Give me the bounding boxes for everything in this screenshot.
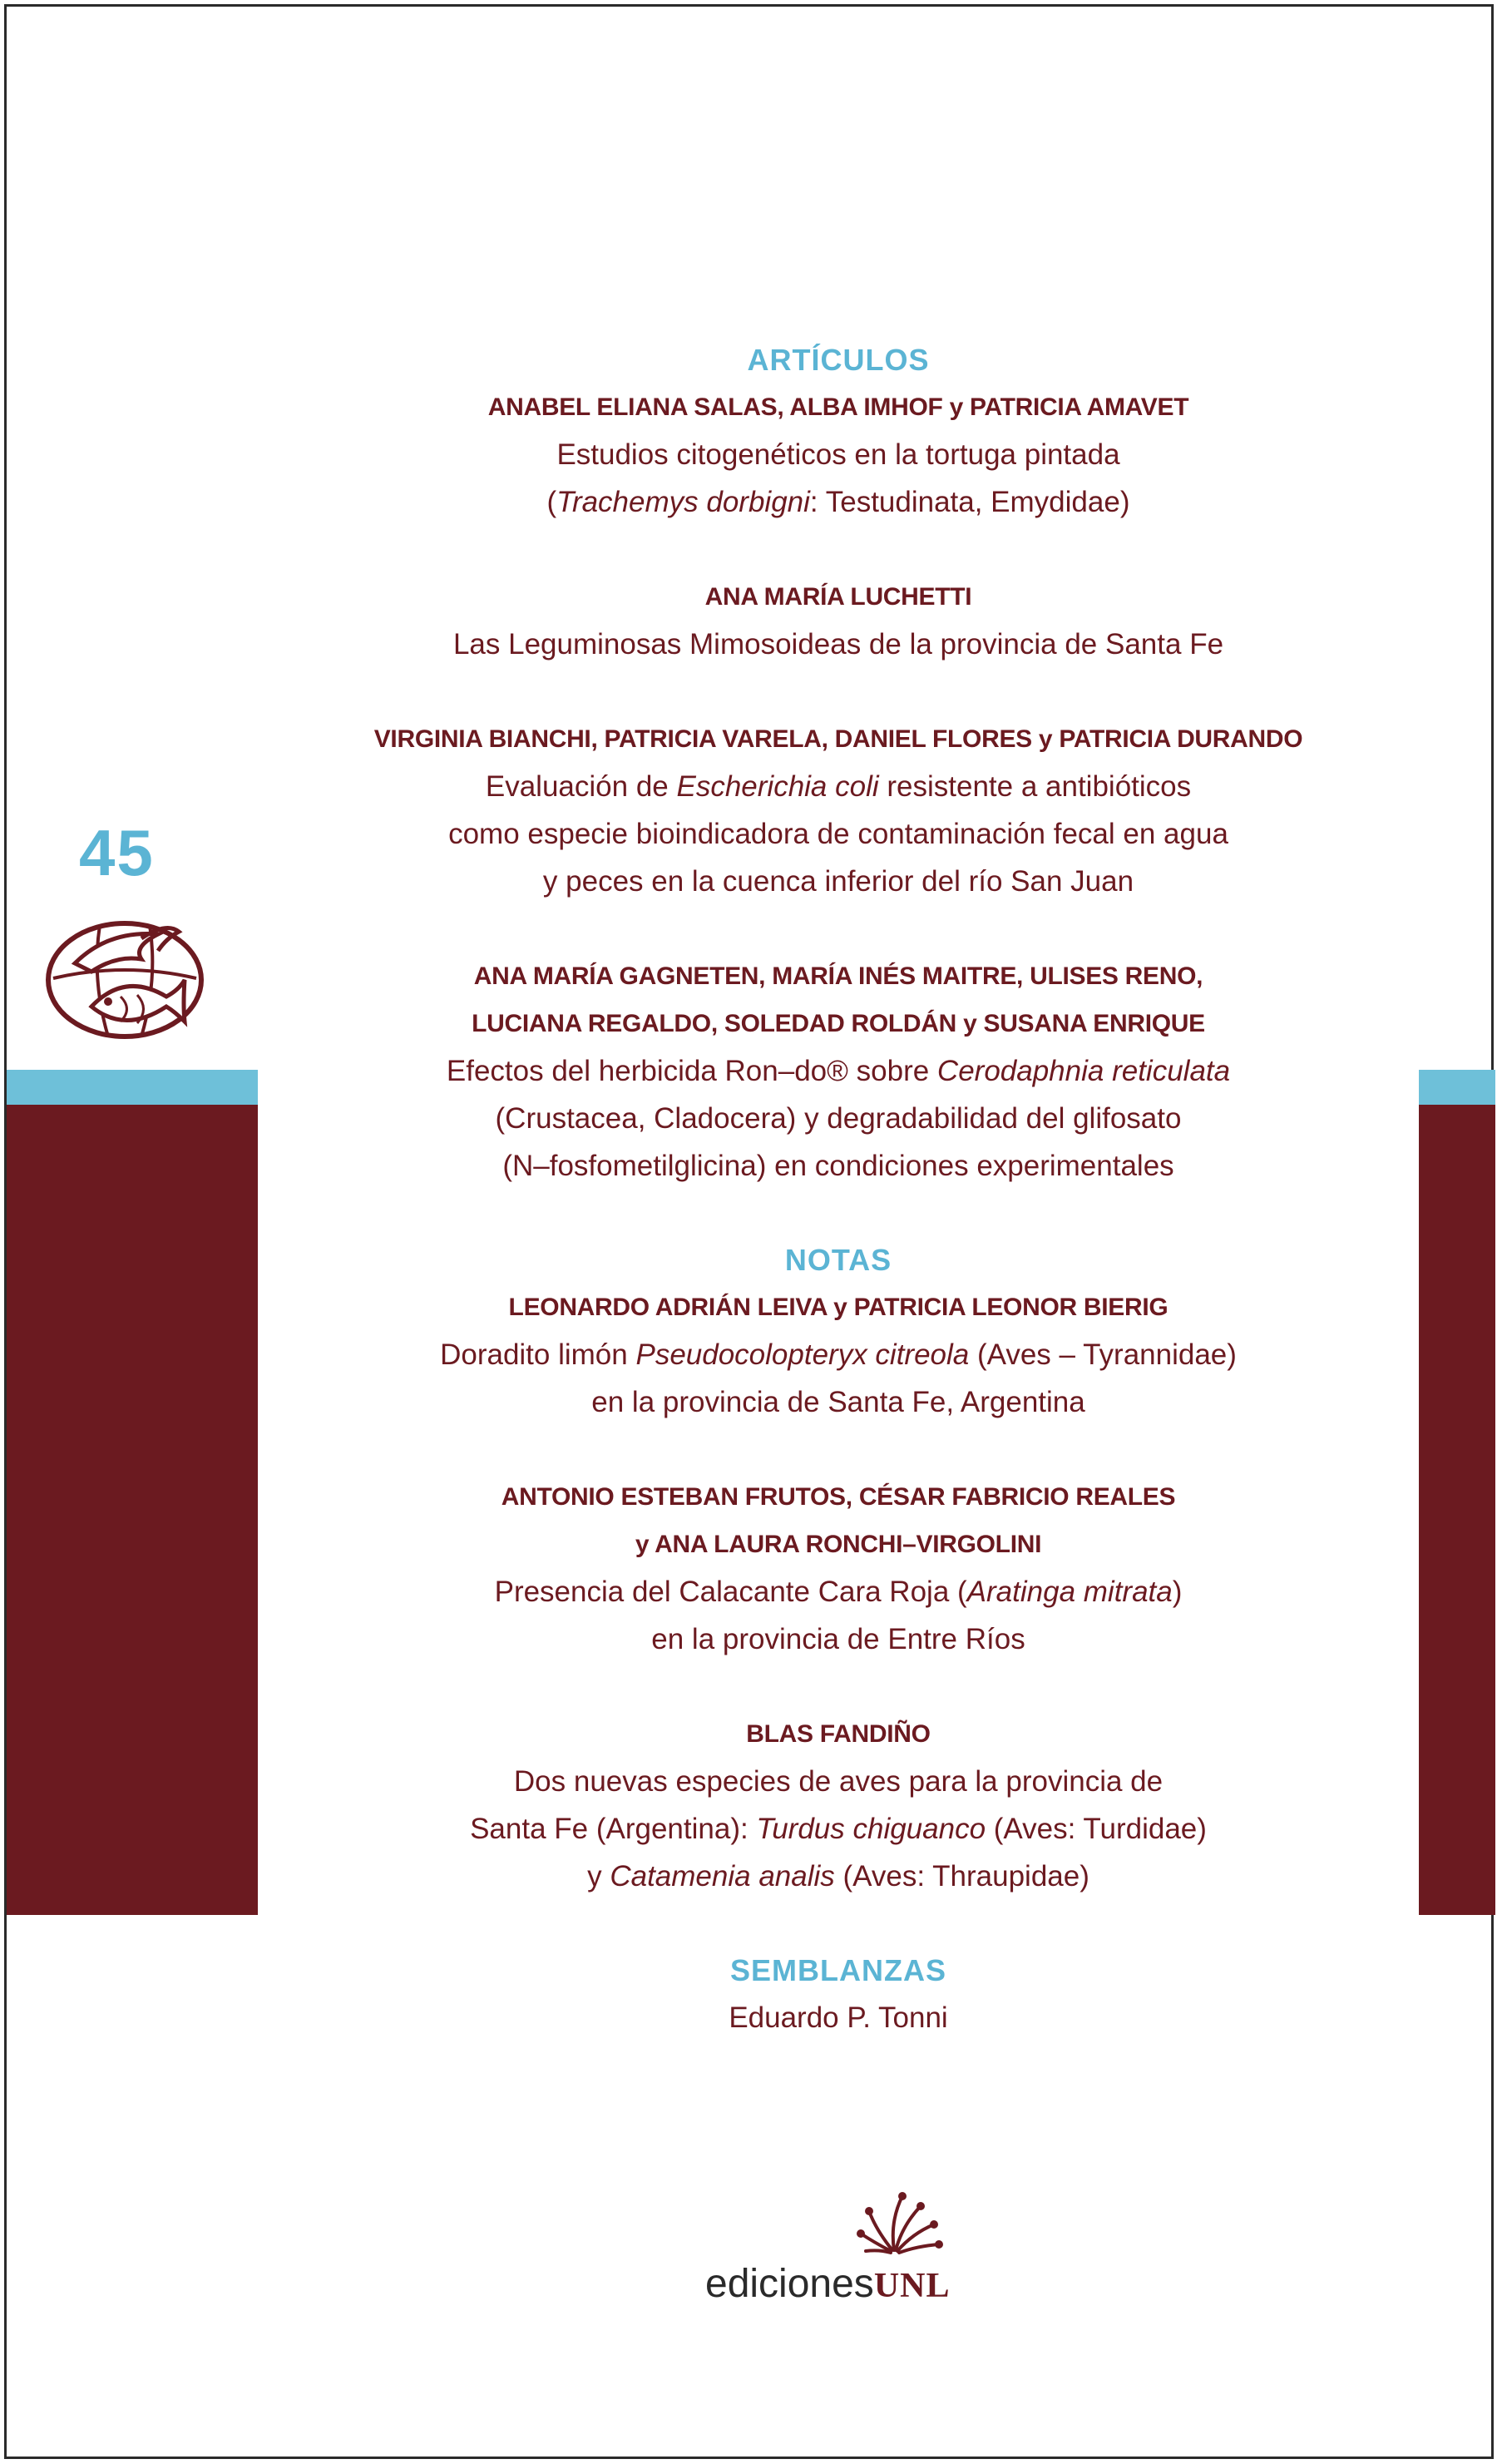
entry-title-line: (N–fosfometilglicina) en condiciones experimentales [502, 1150, 1174, 1182]
section-heading-notas: NOTAS [784, 1243, 892, 1277]
entry-authors: ANA MARÍA LUCHETTI [704, 583, 972, 611]
article-entry [349, 715, 1327, 905]
section-heading-articulos: ARTÍCULOS [747, 343, 930, 377]
left-maroon-band [7, 1105, 258, 1915]
left-accent-band [7, 1070, 258, 1105]
entry-title-line: Evaluación de Escherichia coli resistente a antibióticos [485, 770, 1192, 803]
entry-title-line: y peces en la cuenca inferior del río San Juan [542, 865, 1134, 898]
entry-title-line: Efectos del herbicida Ron–do® sobre Cerodaphnia reticulata [446, 1055, 1231, 1087]
table-of-contents [349, 337, 1327, 2041]
entry-title-line: en la provincia de Santa Fe, Argentina [591, 1386, 1085, 1418]
entry-title-line: Las Leguminosas Mimosoideas de la provincia de Santa Fe [452, 628, 1224, 661]
publisher-name-prefix: ediciones [705, 2262, 874, 2306]
entry-authors: ANABEL ELIANA SALAS, ALBA IMHOF y PATRICIA AMAVET [487, 393, 1189, 421]
entry-authors: LUCIANA REGALDO, SOLEDAD ROLDÁN y SUSANA ENRIQUE [472, 1010, 1205, 1037]
entry-title-line: en la provincia de Entre Ríos [651, 1623, 1025, 1655]
entry-title-line: como especie bioindicadora de contaminación fecal en agua [448, 818, 1228, 850]
article-entry [349, 952, 1327, 1190]
entry-title-line: Dos nuevas especies de aves para la provincia de [513, 1765, 1164, 1798]
note-entry [349, 1473, 1327, 1663]
section-heading-semblanzas: SEMBLANZAS [730, 1953, 946, 1987]
entry-authors: ANTONIO ESTEBAN FRUTOS, CÉSAR FABRICIO REALES [501, 1483, 1176, 1511]
entry-authors: y ANA LAURA RONCHI–VIRGOLINI [635, 1531, 1042, 1558]
entry-title-line: Estudios citogenéticos en la tortuga pintada [556, 438, 1120, 471]
article-entry [349, 383, 1327, 526]
note-entry [349, 1710, 1327, 1900]
publisher-name [705, 2261, 951, 2307]
entry-authors: VIRGINIA BIANCHI, PATRICIA VARELA, DANIEL FLORES y PATRICIA DURANDO [373, 725, 1303, 753]
right-accent-band [1419, 1070, 1495, 1105]
entry-title-line: (Trachemys dorbigni: Testudinata, Emydidae) [546, 486, 1130, 518]
article-entry [349, 573, 1327, 668]
entry-authors: BLAS FANDIÑO [746, 1720, 931, 1748]
issue-number: 45 [79, 816, 155, 889]
right-maroon-band [1419, 1105, 1495, 1915]
entry-title-line: Presencia del Calacante Cara Roja (Aratinga mitrata) [494, 1576, 1183, 1608]
journal-emblem-icon [42, 913, 208, 1042]
entry-title-line: y Catamenia analis (Aves: Thraupidae) [587, 1860, 1089, 1893]
entry-title-line: (Crustacea, Cladocera) y degradabilidad del glifosato [495, 1102, 1182, 1135]
entry-title-line: Eduardo P. Tonni [729, 2001, 948, 2034]
entry-title-line: Doradito limón Pseudocolopteryx citreola (Aves – Tyrannidae) [440, 1338, 1237, 1371]
note-entry [349, 1284, 1327, 1426]
entry-authors: LEONARDO ADRIÁN LEIVA y PATRICIA LEONOR BIERIG [508, 1294, 1168, 1321]
publisher-name-suffix: UNL [873, 2267, 951, 2305]
entry-title-line: Santa Fe (Argentina): Turdus chiguanco (Aves: Turdidae) [470, 1813, 1207, 1845]
entry-authors: ANA MARÍA GAGNETEN, MARÍA INÉS MAITRE, ULISES RENO, [473, 962, 1203, 990]
